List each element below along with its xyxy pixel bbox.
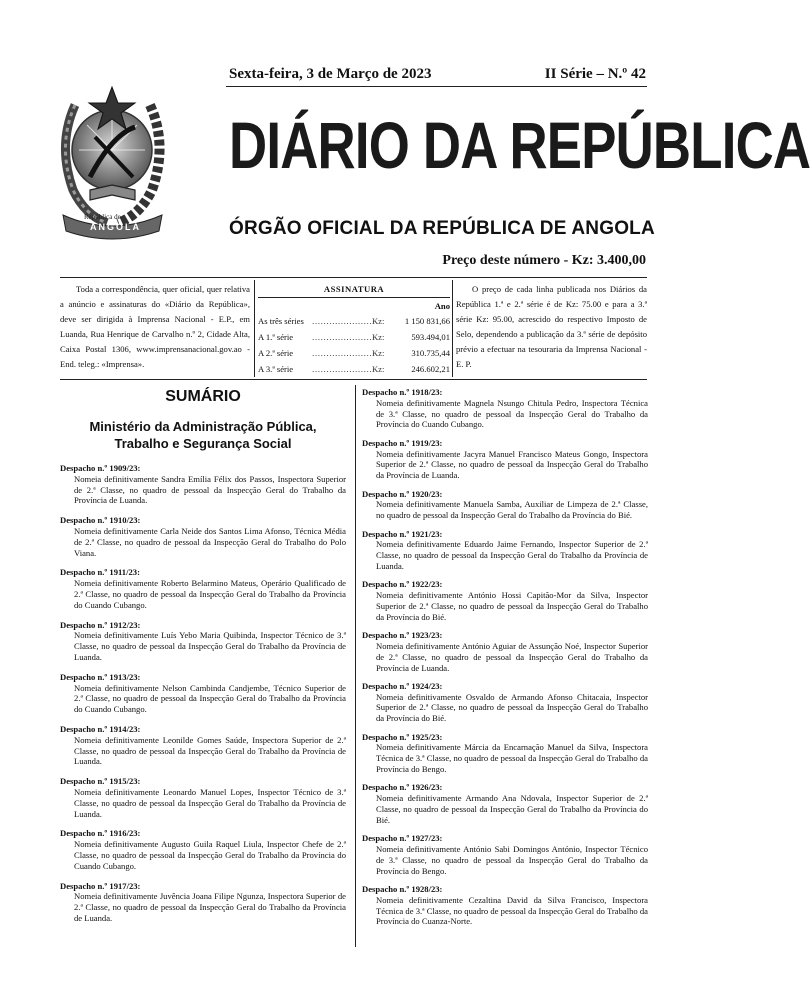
column-divider xyxy=(355,385,356,947)
despacho-body: Nomeia definitivamente António Aguiar de Assunção Noé, Inspector Superior de 2.ª Classe, no quadro de pessoal da Inspecção Geral do Trabalho da Província de Luanda. xyxy=(376,640,648,673)
despacho-title: Despacho n.º 1922/23: xyxy=(362,579,443,590)
despacho-title: Despacho n.º 1909/23: xyxy=(60,463,141,473)
despacho-title: Despacho n.º 1913/23: xyxy=(60,671,141,682)
despacho-entry xyxy=(362,438,648,481)
info-rule-bottom xyxy=(60,379,647,380)
despacho-body: Nomeia definitivamente Sandra Emília Félix dos Passos, Inspectora Superior de 2.ª Classe, no quadro de pessoal da Inspecção Geral do Trabalho da Província de Luanda. xyxy=(74,473,346,506)
despacho-body: Nomeia definitivamente Leonardo Manuel Lopes, Inspector Técnico de 3.ª Classe, no quadro de pessoal da Inspecção Geral do Trabalho da Província de Luanda. xyxy=(74,786,346,819)
subscription-row-dots: …………………Kz: xyxy=(311,316,385,326)
despacho-entry xyxy=(60,881,346,924)
despacho-title: Despacho n.º 1928/23: xyxy=(362,884,443,895)
info-rule-top xyxy=(60,277,647,278)
subscription-row-dots: …………………Kz: xyxy=(311,332,385,342)
despacho-entry xyxy=(362,681,648,724)
despacho-body: Nomeia definitivamente Manuela Samba, Auxiliar de Limpeza de 2.ª Classe, no quadro de pessoal da Inspecção Geral do Trabalho da Província do Bié. xyxy=(376,499,648,521)
ministry-heading xyxy=(60,418,346,452)
despacho-entry xyxy=(60,567,346,610)
despacho-entry xyxy=(362,732,648,775)
despacho-title: Despacho n.º 1911/23: xyxy=(60,567,140,578)
price-note: O preço de cada linha publicada nos Diários da República 1.ª e 2.ª série é de Kz: 75.00 e para a 3.ª série Kz: 95.00, acrescido do respectivo Imposto de Selo, dependendo a publicação da 3.ª série de depósito prévio a efectuar na tesouraria da Imprensa Nacional - E. P. xyxy=(456,284,647,369)
despacho-body: Nomeia definitivamente Jacyra Manuel Francisco Mateus Gongo, Inspectora Superior de 2.ª Classe, no quadro de pessoal da Inspecção Geral do Trabalho da Província de Luanda. xyxy=(376,448,648,481)
masthead-title: DIÁRIO DA REPÚBLICA xyxy=(229,108,810,182)
despachos-left-column xyxy=(60,463,346,933)
despacho-title: Despacho n.º 1923/23: xyxy=(362,630,443,641)
subscription-row-label: A 2.ª série xyxy=(258,348,294,358)
issue-date: Sexta-feira, 3 de Março de 2023 xyxy=(229,66,432,82)
despacho-entry xyxy=(60,515,346,558)
despacho-title: Despacho n.º 1920/23: xyxy=(362,488,443,499)
despacho-title: Despacho n.º 1912/23: xyxy=(60,619,141,630)
emblem-caption: República de xyxy=(84,213,121,221)
despacho-title: Despacho n.º 1914/23: xyxy=(60,723,141,734)
emblem-country: ANGOLA xyxy=(90,222,141,232)
subscription-row xyxy=(258,345,450,361)
despacho-body: Nomeia definitivamente Roberto Belarmino Mateus, Operário Qualificado de 2.ª Classe, no quadro de pessoal da Inspecção Geral do Trabalho da Província do Cuando Cubango. xyxy=(74,578,346,610)
despacho-entry xyxy=(60,776,346,819)
despacho-body: Nomeia definitivamente Eduardo Jaime Fernando, Inspector Superior de 2.ª Classe, no quadro de pessoal da Inspecção Geral do Trabalho da Província de Luanda. xyxy=(376,539,648,571)
issue-price: Preço deste número - Kz: 3.400,00 xyxy=(442,253,646,268)
despacho-body: Nomeia definitivamente Luís Yebo Maria Quibinda, Inspector Técnico de 3.ª Classe, no quadro de pessoal da Inspecção Geral do Trabalho da Província de Luanda. xyxy=(74,630,346,662)
subscription-title: ASSINATURA xyxy=(323,284,385,294)
despacho-body: Nomeia definitivamente Márcia da Encarnação Manuel da Silva, Inspectora Técnica de 3.ª Classe, no quadro de pessoal da Inspecção Geral do Trabalho da Província do Bengo. xyxy=(376,742,648,775)
despacho-title: Despacho n.º 1921/23: xyxy=(362,528,443,539)
despacho-body: Nomeia definitivamente Osvaldo de Armando Afonso Chitacaia, Inspector Superior de 2.ª Classe, no quadro de pessoal da Inspecção Geral do Trabalho da Província do Bié. xyxy=(376,691,648,724)
despacho-title: Despacho n.º 1915/23: xyxy=(60,776,141,787)
despacho-title: Despacho n.º 1924/23: xyxy=(362,680,443,691)
subscription-row-dots: …………………Kz: xyxy=(311,364,385,374)
despacho-body: Nomeia definitivamente Nelson Cambinda Candjembe, Técnico Superior de 2.ª Classe, no quadro de pessoal da Inspecção Geral do Trabalho da Província do Cuando Cubango. xyxy=(74,682,346,715)
despacho-title: Despacho n.º 1926/23: xyxy=(362,782,443,793)
despacho-body: Nomeia definitivamente Leonilde Gomes Saúde, Inspectora Superior de 2.ª Classe, no quadro de pessoal da Inspecção Geral do Trabalho da Província de Luanda. xyxy=(74,734,346,767)
info-divider-left xyxy=(254,280,255,377)
subscription-row-value: 310.735,44 xyxy=(411,348,450,358)
despacho-title: Despacho n.º 1919/23: xyxy=(362,437,443,448)
despachos-right-column xyxy=(362,387,648,935)
despacho-title: Despacho n.º 1925/23: xyxy=(362,731,443,742)
despacho-title: Despacho n.º 1917/23: xyxy=(60,880,141,891)
despacho-entry xyxy=(60,672,346,715)
despacho-entry xyxy=(60,828,346,871)
subscription-row-label: As três séries xyxy=(258,316,304,326)
despacho-title: Despacho n.º 1910/23: xyxy=(60,515,141,526)
despacho-body: Nomeia definitivamente Carla Neide dos Santos Lima Afonso, Técnica Média de 2.ª Classe, no quadro de pessoal da Inspecção Geral do Trabalho do Polo Viana. xyxy=(74,525,346,558)
despacho-body: Nomeia definitivamente Cezaltina David da Silva Francisco, Inspectora Técnica de 3.ª Classe, no quadro de pessoal da Inspecção Geral do Trabalho da Província do Cuanza-Norte. xyxy=(376,894,648,927)
subscription-row-label: A 3.ª série xyxy=(258,364,294,374)
ministry-line-1: Ministério da Administração Pública, xyxy=(89,419,317,434)
masthead-subtitle: ÓRGÃO OFICIAL DA REPÚBLICA DE ANGOLA xyxy=(229,218,655,239)
despacho-body: Nomeia definitivamente Armando Ana Ndovala, Inspector Superior de 2.ª Classe, no quadro de pessoal da Inspecção Geral do Trabalho da Província do Bié. xyxy=(376,793,648,825)
info-divider-right xyxy=(452,280,453,377)
correspondence-notice: Toda a correspondência, quer oficial, quer relativa a anúncio e assinaturas do «Diário da República», deve ser dirigida à Imprensa Nacional - E.P., em Luanda, Rua Henrique de Carvalho n.º 2, Cidade Alta, Caixa Postal 1306, www.imprensanacional.gov.ao - End. teleg.: «Imprensa». xyxy=(60,284,250,369)
subscription-table xyxy=(258,281,450,377)
despacho-title: Despacho n.º 1918/23: xyxy=(362,387,443,397)
subscription-row xyxy=(258,361,450,377)
despacho-body: Nomeia definitivamente Augusto Guila Raquel Liula, Inspector Chefe de 2.ª Classe, no quadro de pessoal da Inspecção Geral do Trabalho da Província do Cuando Cubango. xyxy=(74,839,346,871)
subscription-row-value: 1 150 831,66 xyxy=(404,316,450,326)
despacho-entry xyxy=(362,579,648,622)
despacho-entry xyxy=(362,489,648,521)
subscription-row-dots: …………………Kz: xyxy=(311,348,385,358)
despacho-body: Nomeia definitivamente António Sabi Domingos António, Inspector Técnico de 3.ª Classe, no quadro de pessoal da Inspecção Geral do Trabalho da Província do Bengo. xyxy=(376,844,648,876)
summary-title: SUMÁRIO xyxy=(165,388,241,405)
despacho-entry xyxy=(362,387,648,430)
despacho-body: Nomeia definitivamente António Hossi Capitão-Mor da Silva, Inspector Superior de 2.ª Classe, no quadro de pessoal da Inspecção Geral do Trabalho da Província do Bié. xyxy=(376,590,648,622)
ministry-line-2: Trabalho e Segurança Social xyxy=(114,436,292,451)
subscription-year-label: Ano xyxy=(434,300,450,311)
despacho-body: Nomeia definitivamente Magnela Nsungo Chitula Pedro, Inspectora Técnica de 3.ª Classe, no quadro de pessoal da Inspecção Geral do Trabalho da Província do Cuando Cubango. xyxy=(376,397,648,430)
despacho-entry xyxy=(60,463,346,506)
subscription-row-value: 246.602,21 xyxy=(411,364,450,374)
despacho-title: Despacho n.º 1927/23: xyxy=(362,833,443,844)
header-rule xyxy=(226,86,647,87)
despacho-entry xyxy=(60,724,346,767)
despacho-entry xyxy=(362,529,648,572)
despacho-title: Despacho n.º 1916/23: xyxy=(60,828,141,839)
despacho-body: Nomeia definitivamente Juvência Joana Filipe Ngunza, Inspectora Superior de 2.ª Classe, no quadro de pessoal da Inspecção Geral do Trabalho da Província de Luanda. xyxy=(74,891,346,923)
despacho-entry xyxy=(362,630,648,673)
subscription-row xyxy=(258,313,450,329)
subscription-row-label: A 1.ª série xyxy=(258,332,294,342)
despacho-entry xyxy=(362,782,648,825)
despacho-entry xyxy=(60,620,346,663)
despacho-entry xyxy=(362,884,648,927)
issue-series: II Série – N.º 42 xyxy=(544,66,646,82)
subscription-row xyxy=(258,329,450,345)
despacho-entry xyxy=(362,833,648,876)
subscription-row-value: 593.494,01 xyxy=(411,332,450,342)
